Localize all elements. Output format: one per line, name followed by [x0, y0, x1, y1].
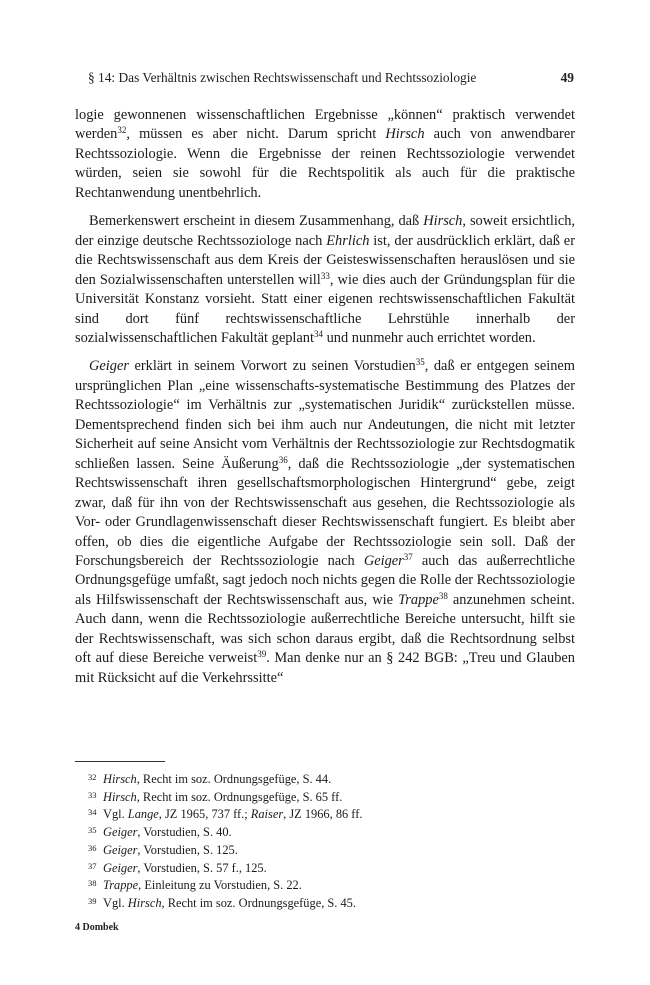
text-run: anzunehmen scheint. Auch dann, wenn die Rechtssoziologie außerrechtliche Bereiche untersucht, hilft sie der Rechtswissenschaft, was sich schon daraus ergibt, daß die Rechtsordnung selbst oft auf diese Bereiche verweist [75, 591, 575, 667]
text-run: , müssen es aber nicht. Darum spricht [126, 126, 386, 143]
author-name: Geiger [103, 825, 138, 840]
text-run: , wie dies auch der Gründungsplan für die Universität Konstanz vorsieht. Statt einer eigenen rechtswissenschaftlichen Fakultät sind dort fünf rechtswissenschaftliche Lehrstühle innerhalb der sozialwissenschaftlichen Fakultät geplant [75, 271, 575, 346]
text-run: . Man denke nur an § 242 BGB: „Treu und Glauben mit Rücksicht auf die Verkehrssitte“ [75, 650, 575, 686]
footnote-ref: 36 [278, 454, 288, 465]
text-run: , Recht im soz. Ordnungsgefüge, S. 65 ff. [136, 789, 343, 804]
author-name: Raiser [250, 807, 284, 822]
paragraph-1 [75, 106, 575, 203]
footnote-number: 38 [88, 878, 97, 889]
paragraph-3 [75, 357, 575, 688]
text-run: ist, der ausdrücklich erklärt, daß er die Rechtswissenschaft aus dem Kreis der Geisteswissenschaften herauslösen und sie den Sozialwissenschaften unterstellen will [75, 232, 575, 288]
footnote-ref: 38 [438, 590, 448, 601]
text-run: , JZ 1966, 86 ff. [283, 807, 363, 822]
footnote-ref: 34 [313, 328, 323, 339]
footnote-number: 33 [88, 789, 97, 800]
footnote-ref: 37 [403, 551, 413, 562]
author-name: Hirsch [103, 772, 137, 786]
author-name: Hirsch [103, 789, 137, 804]
author-name: Geiger [103, 842, 138, 857]
signature-mark: 4 Dombek [75, 922, 119, 933]
text-run: , soweit ersichtlich, der einzige deutsche Rechtssoziologe nach [75, 213, 575, 249]
author-name: Trappe [103, 878, 139, 893]
footnote-33 [88, 788, 558, 806]
footnote-ref: 35 [415, 357, 425, 368]
author-name: Hirsch [127, 895, 162, 910]
author-name: Trappe [398, 591, 439, 608]
footnote-34 [88, 805, 558, 823]
text-run: , JZ 1965, 737 ff.; [158, 807, 251, 822]
footnote-number: 39 [88, 895, 97, 906]
footnote-36 [88, 841, 558, 859]
text-run: , Recht im soz. Ordnungsgefüge, S. 45. [161, 895, 356, 910]
footnote-number: 32 [88, 772, 97, 782]
page-number: 49 [560, 70, 574, 85]
text-run: erklärt in seinem Vorwort zu seinen Vorstudien [128, 358, 416, 375]
footnote-number: 35 [88, 825, 97, 836]
footnote-35 [88, 823, 558, 841]
text-run: logie gewonnenen wissenschaftlichen Ergebnisse „können“ praktisch verwendet werden [75, 107, 575, 143]
footnote-number: 36 [88, 842, 97, 853]
footnote-number: 37 [88, 860, 97, 871]
footnote-39 [88, 894, 558, 912]
text-run: und nunmehr auch errichtet worden. [322, 329, 536, 346]
running-header [88, 70, 574, 92]
footnote-number: 34 [88, 807, 97, 818]
author-name: Hirsch [423, 213, 463, 230]
text-run: , daß die Rechtssoziologie „der systematischen Rechtswissenschaft ihren gesellschaftsmorphologischen Hintergrund“ gebe, zeigt zwar, daß für ihn von der Rechtswissenschaft aus gesehen, die Rechtssoziologie als Vor- oder Grundlagenwissenschaft dieser Rechtswissenschaft fungiert. Es bleibt aber offen, ob dies die eigentliche Aufgabe der Rechtssoziologie sein soll. Daß der Forschungsbereich der Rechtssoziologie nach [75, 455, 575, 569]
author-name: Geiger [363, 552, 404, 569]
footnote-ref: 39 [257, 649, 267, 660]
footnotes [88, 770, 558, 912]
author-name: Hirsch [385, 126, 425, 143]
text-run: Vgl. [103, 895, 128, 910]
text-run: , Einleitung zu Vorstudien, S. 22. [138, 878, 302, 893]
author-name: Lange [127, 807, 159, 822]
text-run: auch von anwendbarer Rechtssoziologie. Wenn die Ergebnisse der reinen Rechtssoziologie verwendet würden, seien sie sowohl für die Rechtspolitik als auch für die praktische Rechtanwendung unentbehrlich. [75, 126, 575, 201]
footnote-32 [88, 770, 558, 788]
footnote-ref: 33 [320, 270, 330, 281]
text-run: , Vorstudien, S. 57 f., 125. [137, 860, 267, 875]
author-name: Geiger [103, 860, 138, 875]
body-text [75, 106, 575, 697]
text-run: auch das außerrechtliche Ordnungsgefüge umfaßt, sagt jedoch noch nichts gegen die Rolle der Rechtssoziologie als Hilfswissenschaft der Rechtswissenschaft aus, wie [75, 552, 575, 608]
text-run: , Vorstudien, S. 125. [137, 842, 238, 857]
text-run: , Recht im soz. Ordnungsgefüge, S. 44. [136, 772, 332, 786]
footnote-rule [75, 761, 165, 762]
text-run: Vgl. [103, 807, 128, 822]
author-name: Geiger [89, 358, 129, 375]
text-run: Bemerkenswert erscheint in diesem Zusammenhang, daß [89, 213, 424, 230]
footnote-37 [88, 859, 558, 877]
header-title: § 14: Das Verhältnis zwischen Rechtswissenschaft und Rechtssoziologie [88, 70, 477, 85]
footnote-38 [88, 876, 558, 894]
footnote-ref: 32 [117, 125, 127, 136]
paragraph-2 [75, 212, 575, 348]
author-name: Ehrlich [326, 232, 370, 249]
text-run: , Vorstudien, S. 40. [137, 825, 232, 840]
text-run: , daß er entgegen seinem ursprünglichen Plan „eine wissenschafts-systematische Bestimmung des Platzes der Rechtssoziologie“ im Verhältnis zur „systematischen Juridik“ zurückstellen müsse. Dementsprechend finden sich bei ihm auch nur Andeutungen, die nicht mit letzter Sicherheit auf seine Ansicht vom Verhältnis der Rechtssoziologie zur Rechtsdogmatik schließen lassen. Seine Äußerung [75, 358, 575, 472]
